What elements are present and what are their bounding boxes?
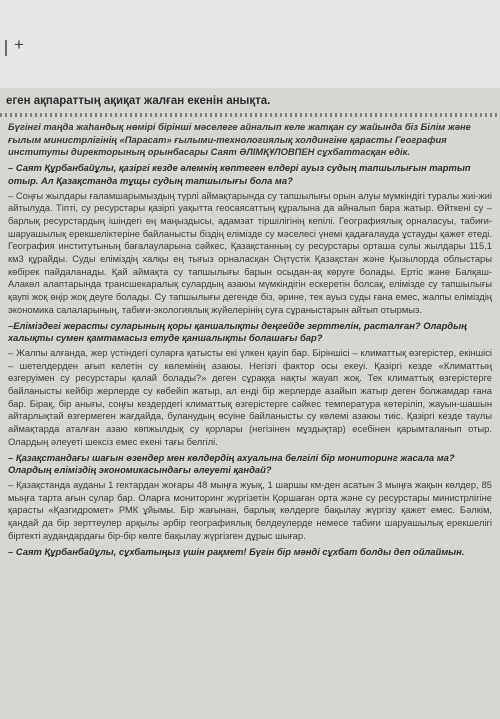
article-intro: Бүгінгі таңда жаһандық нөмірі бірінші мәселеге айналып келе жатқан су жайында біз Білім және ғылым министрлігінің «Парасат» ғылыми-технологиялық холдингіне қарасты География институты директорының орынбасары Саят ӘЛІМҚҰЛОВПЕН сұхбаттасқан едік. (8, 121, 471, 158)
interview-question-1: – Саят Құрбанбайұлы, қазіргі кезде әлемнің көптеген елдері ауыз судың тапшылығын тартып отыр. Ал Қазақстанда тұщы судың тапшылығы бола ма? (8, 162, 471, 186)
interview-answer-2: – Жалпы алғанда, жер үстіндегі суларға қатысты екі үлкен қауіп бар. Біріншісі – климаттық өзгерістер, екіншісі – шетелдерден ағып келетін су көлемінің азаюы. Негізгі фактор осы екеуі. Қазіргі кезде «Климаттың өзгеруімен су ресурстары қалай болады?» деген сұраққа нақты жауап жоқ. Тек климаттық өзгерістерге байланысты кейбір жерлерде су көбейіп жатыр, ал енді бір жерлерде азайып жатыр деген болжамдар ғана бар. Бірақ, бір анығы, соңғы кездердегі климаттық өзгерістерге сәйкес температура көтеріліп, жауын-шашын айтарлықтай өзгермеген жағдайда, буланудың өсуіне байланысты су көлемі азаюы тиіс. Қазіргі кезде таулы аймақтарда аталған азаю көпжылдық су қорлары (негізінен мұздықтар) есебінен қарымталанып отыр. Олардың әлеуеті шексіз емес екені тағы белгілі. (8, 346, 492, 447)
tab-separator (5, 40, 7, 56)
interview-question-2: –Еліміздегі жерасты суларының қоры қаншалықты деңгейде зерттелін, расталған? Олардың халықты сумен қамтамасыз етуде қаншалықты болашағы бар? (8, 319, 467, 344)
interview-answer-3: – Қазақстанда ауданы 1 гектардан жоғары 48 мыңға жуық, 1 шаршы км-ден асатын 3 мыңға жақын көлдер, 85 мыңға тарта ағын сулар бар. Оларға мониторинг жүргізетін Қоршаған орта және су ресурстары министрлігіне қарасты «Қазгидромет» РМК ұйымы. Бір жағынан, барлық көлдерге бақылау жүргізу қажет емес. Бәлкім, қандай да бір зерттеулер арқылы әрбір географиялық белдеулерде немесе табиғи шаруашылық ерекшелігі біртекті аудандардағы бір-бір көлге бақылау жүргізген дұрыс шығар. (8, 478, 492, 541)
task-instruction-line: еген ақпараттың ақиқат жалған екенін анықта. (6, 95, 271, 107)
dotted-divider (0, 113, 500, 117)
interview-question-3: – Қазақстандағы шағын өзендер мен көлдердің ахуалына белгілі бір мониторинг жасала ма? Олардың еліміздің экономикасындағы әлеуеті қандай? (8, 451, 455, 476)
interview-answer-1: – Соңғы жылдары ғаламшарымыздың түрлі аймақтарында су тапшылығы орын алуы мүмкіндігі туралы жиі-жиі айтылуда. Тіпті, су ресурстары қазіргі уақытта геосаясаттың құралына да айналып бара жатыр. Өйткені су – барлық ресурстардың ішіндегі ең маңыздысы, адамзат тіршілігінің кепілі. Географиялық орналасуы, табиғи-шаруашылық ерекшеліктеріне байланысты біздің елімізде су мәселесі үнемі қадағалауда ұстауды қажет етеді. География институтының бағалауларына сәйкес, Қазақстанның су ресурстары орташа сулы жылдары 115,1 км3 құрайды. Суды еліміздің халқы ең тығыз орналасқан Оңтүстік Қазақстан және Қызылорда облыстары көбірек пайдаланады. Қай аймақта су тапшылығы барын осыдан-ақ көруге болады. Ертіс және Балқаш-Алакөл алаптарында трансшекаралық сулардың азаюы мүмкіндігін ескеретін болсақ, елімізде су тапшылығы қаупі жоқ өңір жоқ деуге болады. Су тапшылығы дегенде біз, әрине, тек ауыз суды ғана емес, жалпы еліміздің экономика салаларының, табиғи-экологиялық жүйелерінің суға сұраныстарын айтып отырмыз. (8, 189, 492, 315)
browser-tab-bar (0, 0, 500, 89)
interview-article (0, 121, 500, 558)
interview-closing: – Саят Құрбанбайұлы, сұхбатыңыз үшін рақмет! Бүгін бір мәнді сұхбат болды деп ойлаймын. (8, 545, 465, 557)
new-tab-button[interactable]: + (14, 35, 24, 54)
document-page (0, 88, 500, 719)
